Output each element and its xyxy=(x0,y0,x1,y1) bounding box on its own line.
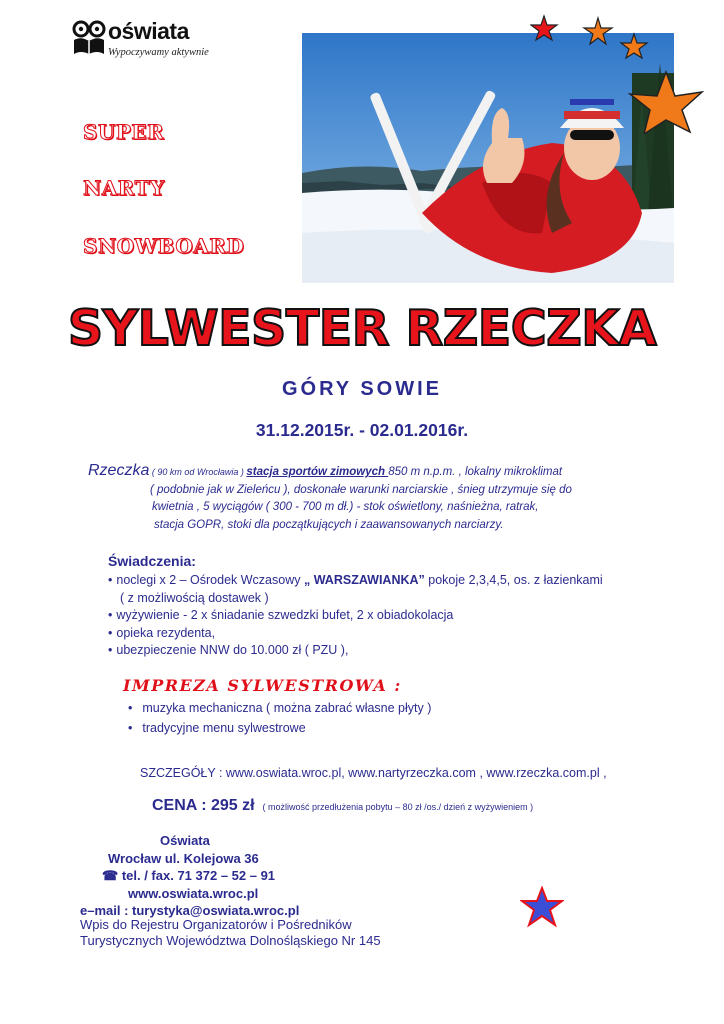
intro-line-3: kwietnia , 5 wyciągów ( 300 - 700 m dł.) - stok oświetlony, naśnieżna, ratrak, xyxy=(152,501,539,513)
resort-description xyxy=(88,462,648,534)
registry-line-1: Wpis do Rejestru Organizatorów i Pośredników xyxy=(80,917,352,932)
logo-tagline: Wypoczywamy aktywnie xyxy=(108,47,209,58)
contact-block xyxy=(80,832,410,920)
intro-line-2: ( podobnie jak w Zieleńcu ), doskonałe warunki narciarskie , śnieg utrzymuje się do xyxy=(150,483,572,496)
list-item: • opieka rezydenta, xyxy=(108,625,668,643)
price-note: ( możliwość przedłużenia pobytu – 80 zł /os./ dzień z wyżywieniem ) xyxy=(262,802,534,812)
benefits-section xyxy=(108,553,668,660)
logo-name: oświata xyxy=(108,18,189,44)
list-item: • ubezpieczenie NNW do 10.000 zł ( PZU ), xyxy=(108,642,668,660)
benefit-accommodation: noclegi x 2 – Ośrodek Wczasowy xyxy=(116,573,304,587)
benefits-heading: Świadczenia: xyxy=(108,553,196,569)
intro-line-4: stacja GOPR, stoki dla początkujących i zaawansowanych narciarzy. xyxy=(154,518,504,531)
phone-icon: ☎ xyxy=(102,868,119,883)
list-item: • wyżywienie - 2 x śniadanie szwedzki bufet, 2 x obiadokolacja xyxy=(108,607,668,625)
registry-note xyxy=(80,917,381,949)
details-links[interactable]: SZCZEGÓŁY : www.oswiata.wroc.pl, www.nartyrzeczka.com , www.rzeczka.com.pl , xyxy=(140,766,607,780)
list-item xyxy=(108,572,668,590)
keyword-super: SUPER xyxy=(83,120,165,144)
town-name: Rzeczka xyxy=(88,462,150,479)
resort-name: „ WARSZAWIANKA” xyxy=(303,573,425,587)
benefit-accommodation-note: ( z możliwością dostawek ) xyxy=(120,590,269,605)
logo xyxy=(72,18,242,68)
list-item: • muzyka mechaniczna ( można zabrać własne płyty ) xyxy=(128,698,431,718)
party-list xyxy=(128,698,431,738)
list-item: • tradycyjne menu sylwestrowe xyxy=(128,718,431,738)
region-subtitle: GÓRY SOWIE xyxy=(281,378,443,400)
room-details: pokoje 2,3,4,5, os. z łazienkami xyxy=(424,573,603,587)
star-icon xyxy=(584,18,612,44)
benefits-list xyxy=(108,572,668,660)
trip-dates: 31.12.2015r. - 02.01.2016r. xyxy=(255,420,469,440)
distance-note: ( 90 km od Wrocławia ) xyxy=(149,467,247,477)
price-label: CENA : 295 zł xyxy=(152,797,255,814)
contact-phone: tel. / fax. 71 372 – 52 – 91 xyxy=(118,868,276,883)
intro-line-1-rest: 850 m n.p.m. , lokalny mikroklimat xyxy=(388,466,563,478)
decorative-stars xyxy=(530,14,724,134)
keyword-narty: NARTY xyxy=(83,176,165,200)
price-line xyxy=(152,797,533,815)
intro-line-1 xyxy=(88,462,648,482)
star-icon xyxy=(531,16,557,40)
owl-book-icon xyxy=(72,20,106,56)
page-title: SYLWESTER RZECZKA xyxy=(67,300,657,357)
contact-phone-row xyxy=(80,867,410,885)
keyword-snowboard: SNOWBOARD xyxy=(83,234,245,258)
contact-email[interactable]: e–mail : turystyka@oswiata.wroc.pl xyxy=(80,903,300,918)
party-heading: IMPREZA SYLWESTROWA : xyxy=(123,676,402,695)
winter-sports-link[interactable]: stacja sportów zimowych xyxy=(246,466,389,478)
star-icon xyxy=(630,72,702,134)
contact-website[interactable]: www.oswiata.wroc.pl xyxy=(128,885,259,901)
contact-address: Wrocław ul. Kolejowa 36 xyxy=(108,850,259,866)
contact-org: Oświata xyxy=(160,833,210,848)
registry-line-2: Turystycznych Województwa Dolnośląskiego Nr 145 xyxy=(80,933,381,948)
star-icon xyxy=(520,886,564,928)
star-icon xyxy=(621,34,647,58)
